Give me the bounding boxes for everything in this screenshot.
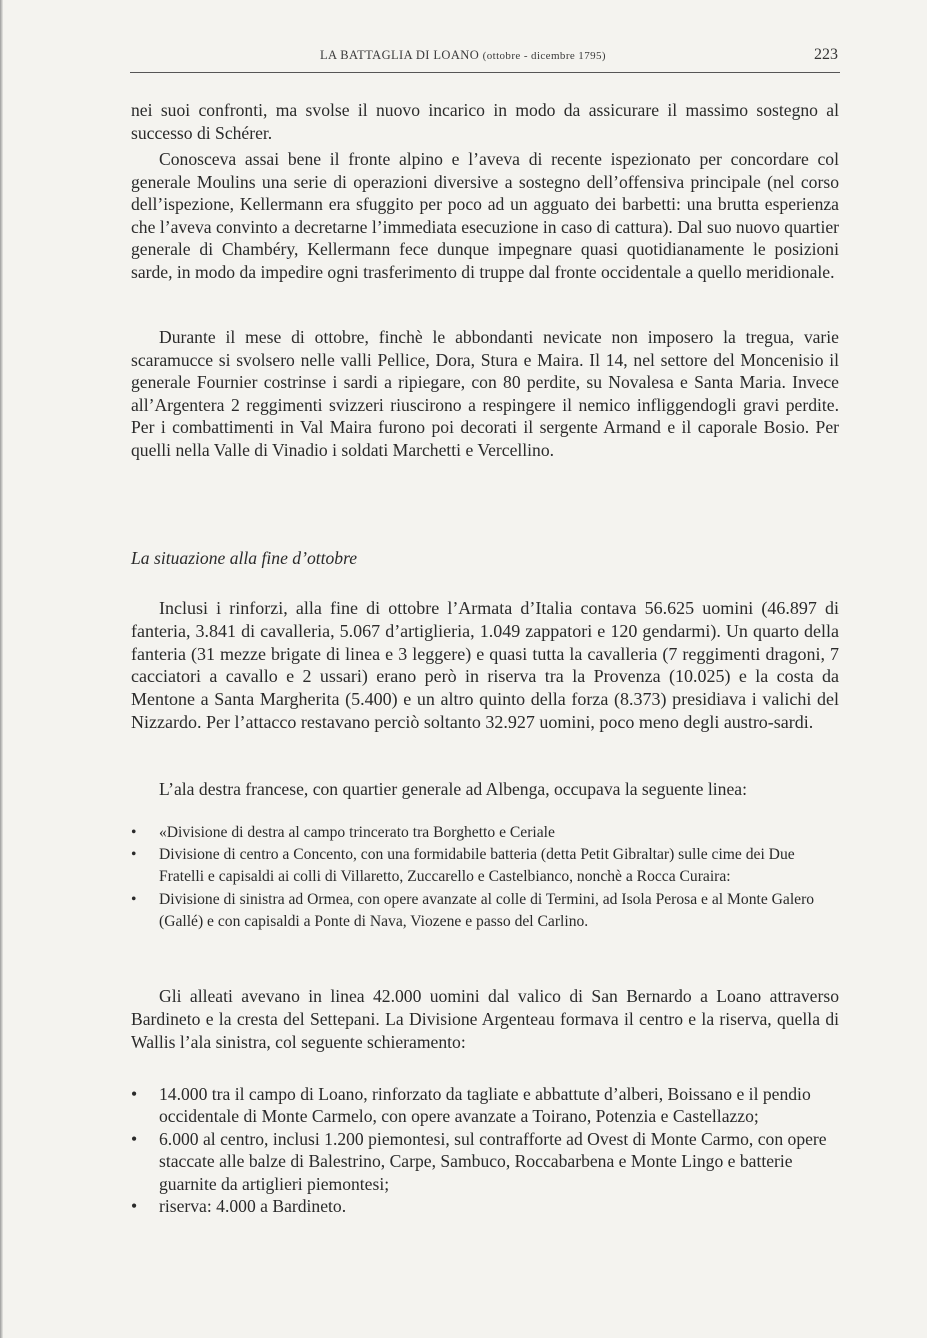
running-header: [130, 44, 840, 70]
bullet-icon: •: [131, 890, 137, 908]
list-item-text: Divisione di centro a Concento, con una formidabile batteria (detta Petit Gibraltar) sulle cime dei Due Fratelli e capisaldi ai colli di Villaretto, Zuccarello e Castelbianco, nonchè a Rocca Curaira:: [159, 846, 795, 886]
paragraph-5: L’ala destra francese, con quartier generale ad Albenga, occupava la seguente linea:: [159, 779, 747, 799]
bullet-icon: •: [131, 1128, 138, 1149]
bullet-icon: •: [131, 824, 137, 841]
allied-positions-list: [131, 1083, 841, 1217]
bullet-icon: •: [131, 1084, 138, 1104]
list-item-text: 14.000 tra il campo di Loano, rinforzato da tagliate e abbattute d’alberi, Boissano e il pendio occidentale di Monte Carmelo, con opere avanzate a Toirano, Potenzia e Castellazzo;: [159, 1084, 811, 1127]
paragraph-3: Durante il mese di ottobre, finchè le abbondanti nevicate non imposero la tregua, varie scaramucce si svolsero nelle valli Pellice, Dora, Stura e Maira. Il 14, nel settore del Moncenisio il generale Fournier costrinse i sardi a ripiegare, con 80 perdite, su Novalesa e Santa Maria. Invece all’Argentera 2 reggimenti svizzeri riuscirono a respingere il nemico infliggendogli gravi perdite. Per i combattimenti in Val Maira furono poi decorati il sergente Armand e il caporale Bosio. Per quelli nella Valle di Vinadio i soldati Marchetti e Vercellino.: [131, 327, 839, 460]
page-number: 223: [814, 46, 838, 63]
paragraph-6: Gli alleati avevano in linea 42.000 uomini dal valico di San Bernardo a Loano attraverso Bardineto e la cresta del Settepani. La Divisione Argenteau formava il centro e la riserva, quella di Wallis l’ala sinistra, col seguente schieramento:: [131, 986, 839, 1052]
list-item-text: Divisione di sinistra ad Ormea, con opere avanzate al colle di Termini, ad Isola Perosa e al Monte Galero (Gallé) e con capisaldi a Ponte di Nava, Viozene e passo del Carlino.: [159, 890, 815, 930]
list-item: [131, 889, 841, 933]
list-item: [131, 822, 841, 844]
french-positions-list: [131, 822, 841, 933]
header-rule: [130, 72, 840, 73]
section-heading: La situazione alla fine d’ottobre: [131, 548, 358, 568]
list-item: [131, 1195, 841, 1217]
paragraph-4: Inclusi i rinforzi, alla fine di ottobre l’Armata d’Italia contava 56.625 uomini (46.897 di fanteria, 3.841 di cavalleria, 5.067 d’artiglieria, 1.049 zappatori e 120 gendarmi). Un quarto della fanteria (31 mezze brigate di linea e 3 leggere) e quasi tutta la cavalleria (7 reggimenti dragoni, 7 cacciatori a cavallo e 2 ussari) erano però in riserva tra la Provenza (10.025) e la costa da Mentone a Santa Margherita (5.400) e un altro quinto della forza (8.373) presidiava i valichi del Nizzardo. Per l’attacco restavano perciò soltanto 32.927 uomini, poco meno degli austro-sardi.: [131, 598, 839, 732]
page-left-edge: [0, 0, 3, 1338]
running-title: [320, 48, 606, 63]
bullet-icon: •: [131, 846, 137, 864]
paragraph-2: Conosceva assai bene il fronte alpino e l’aveva di recente ispezionato per concordare col generale Moulins una serie di operazioni diversive a sostegno dell’offensiva principale (nel corso dell’ispezione, Kellermann era sfuggito per poco ad un agguato dei barbetti: una brutta esperienza che l’aveva convinto a decretarne l’immediata esecuzione in caso di cattura). Dal suo nuovo quartier generale di Chambéry, Kellermann fece dunque impegnare quasi quotidianamente le posizioni sarde, in modo da impedire ogni trasferimento di truppe dal fronte occidentale a quello meridionale.: [131, 149, 839, 282]
list-item-text: «Divisione di destra al campo trincerato tra Borghetto e Ceriale: [159, 824, 555, 841]
running-title-main: LA BATTAGLIA DI LOANO: [320, 48, 480, 62]
list-item: [131, 1083, 841, 1128]
list-item: [131, 1128, 841, 1195]
paragraph-1: nei suoi confronti, ma svolse il nuovo incarico in modo da assicurare il massimo sostegno al successo di Schérer.: [131, 100, 839, 143]
running-title-dates: (ottobre - dicembre 1795): [482, 50, 606, 62]
bullet-icon: •: [131, 1196, 138, 1217]
list-item: [131, 844, 841, 888]
list-item-text: 6.000 al centro, inclusi 1.200 piemontesi, sul contrafforte ad Ovest di Monte Carmo, con opere staccate alle balze di Balestrino, Carpe, Sambuco, Roccabarbena e Monte Lingo e batterie guarnite da artiglieri piemontesi;: [159, 1128, 827, 1194]
list-item-text: riserva: 4.000 a Bardineto.: [159, 1196, 347, 1217]
